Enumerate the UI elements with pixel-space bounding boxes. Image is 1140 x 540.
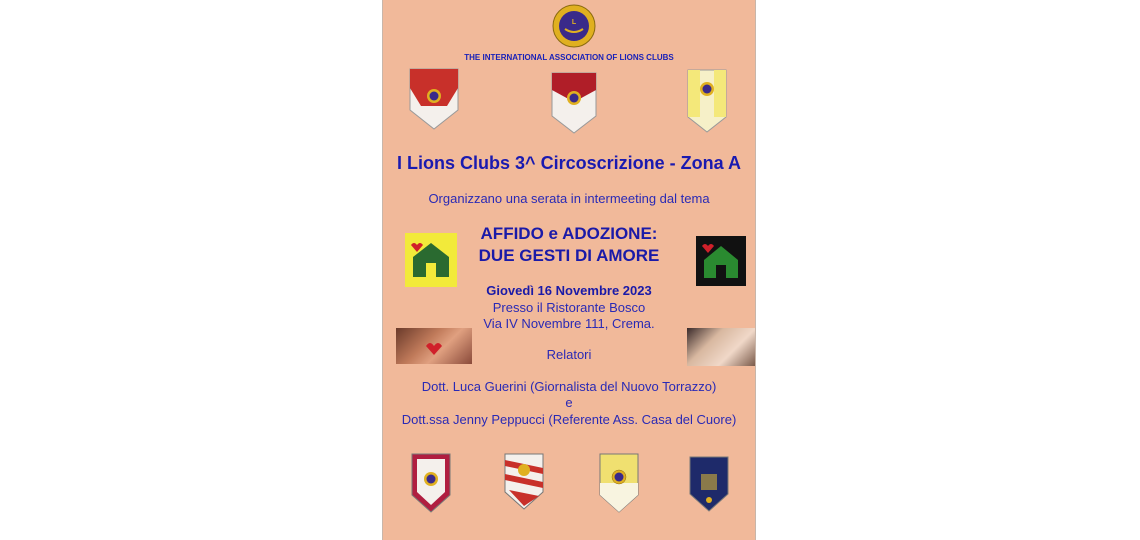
speakers-conjunction: e: [565, 395, 573, 410]
crema-serenissima-pennant-icon: [551, 72, 597, 134]
lions-club-red-pennant-icon: [411, 453, 451, 513]
navy-pennant-icon: [689, 456, 729, 512]
event-address: Via IV Novembre 111, Crema.: [483, 316, 655, 331]
theme-line-1: AFFIDO e ADOZIONE:: [480, 224, 658, 243]
event-title: I Lions Clubs 3^ Circoscrizione - Zona A: [397, 153, 741, 173]
yellow-lions-club-pennant-icon: [599, 453, 639, 513]
speakers-heading: Relatori: [546, 347, 592, 362]
speaker-2: Dott.ssa Jenny Peppucci (Referente Ass. Casa del Cuore): [401, 412, 737, 427]
event-poster: [382, 0, 756, 540]
event-subtitle: Organizzano una serata in intermeeting dal tema: [428, 191, 710, 206]
red-striped-pennant-icon: [504, 450, 544, 510]
event-venue: Presso il Ristorante Bosco: [492, 300, 646, 315]
event-theme: [383, 223, 755, 267]
lions-emblem-icon: [551, 3, 597, 49]
association-name: THE INTERNATIONAL ASSOCIATION OF LIONS CLUBS: [464, 53, 674, 62]
event-date: Giovedì 16 Novembre 2023: [486, 283, 652, 298]
speaker-1: Dott. Luca Guerini (Giornalista del Nuovo Torrazzo): [421, 379, 717, 394]
crema-host-pennant-icon: [409, 68, 459, 130]
pandino-pennant-icon: [687, 69, 727, 133]
theme-line-2: DUE GESTI DI AMORE: [478, 246, 660, 265]
svg-text:L: L: [571, 19, 577, 26]
